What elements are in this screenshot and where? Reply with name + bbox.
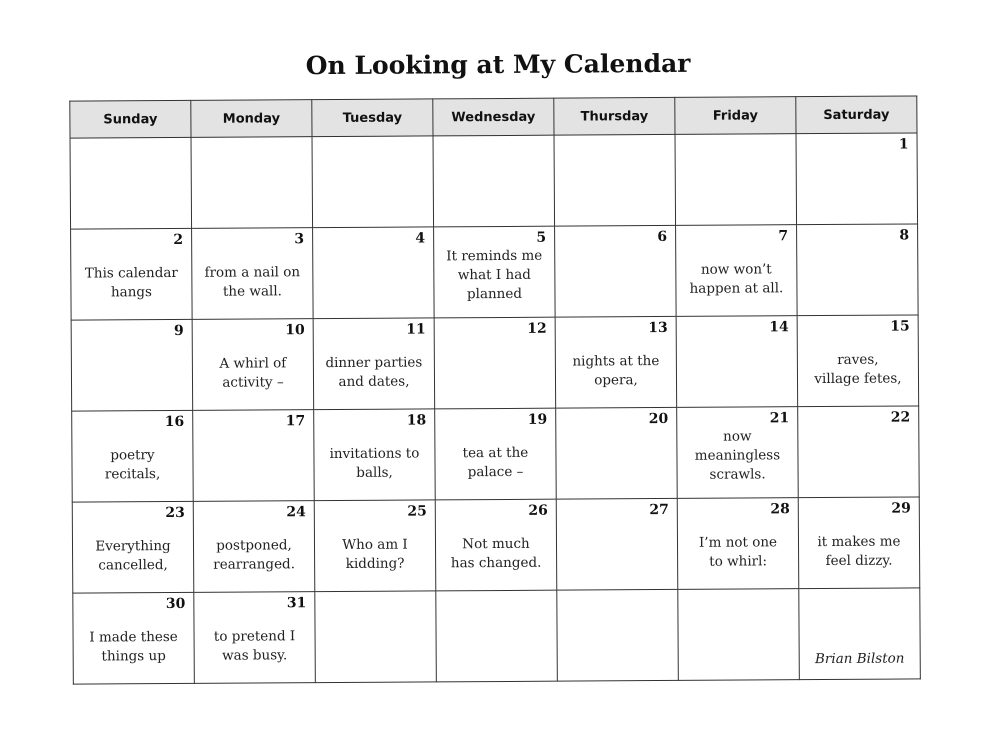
verse-text (315, 136, 432, 227)
day-cell (676, 225, 798, 317)
verse-text: dinner parties and dates, (325, 354, 423, 390)
verse-text (800, 406, 917, 497)
weekday-header-sunday: Sunday (70, 100, 191, 138)
day-number: 17 (285, 413, 306, 430)
day-cell (798, 406, 920, 498)
day-number: 18 (406, 412, 427, 429)
verse-text: Not much has changed. (450, 535, 542, 572)
day-number: 5 (536, 229, 547, 246)
verse-text: It reminds me what I had planned (446, 247, 543, 303)
verse-text: raves, village fetes, (814, 351, 902, 388)
verse-text (436, 136, 553, 227)
day-number: 11 (406, 321, 426, 338)
week-row (73, 588, 921, 684)
verse-text (438, 591, 555, 682)
verse-text: postponed, rearranged. (213, 537, 296, 573)
day-cell (433, 135, 555, 227)
day-number: 21 (769, 410, 790, 427)
day-cell (554, 134, 676, 226)
verse-text (679, 316, 796, 407)
day-cell (555, 225, 677, 317)
verse-text (74, 320, 191, 411)
day-cell (194, 592, 316, 684)
verse-text: I’m not one to whirl: (698, 534, 778, 570)
day-number: 24 (286, 504, 306, 521)
verse-text (799, 133, 916, 224)
calendar-body (70, 133, 920, 684)
day-cell (677, 498, 799, 590)
verse-text: invitations to balls, (329, 445, 420, 481)
verse-text (557, 226, 674, 317)
verse-text: tea at the palace – (462, 444, 529, 481)
day-cell (677, 407, 799, 499)
day-cell (556, 407, 678, 499)
day-cell (435, 499, 557, 591)
day-cell (799, 588, 921, 680)
day-number: 26 (528, 502, 548, 519)
day-number: 20 (648, 410, 669, 428)
day-number: 22 (890, 409, 911, 426)
day-cell (193, 410, 315, 502)
verse-text: poetry recitals, (104, 447, 161, 483)
day-cell (675, 134, 797, 226)
day-cell (676, 316, 798, 408)
day-cell (797, 224, 919, 316)
verse-text (559, 590, 676, 681)
day-number: 2 (173, 231, 184, 248)
day-cell (434, 226, 556, 318)
page-title: On Looking at My Calendar (305, 48, 691, 81)
day-number: 14 (769, 319, 789, 336)
day-number: 4 (415, 230, 426, 247)
day-number: 7 (778, 228, 789, 245)
weekday-header-tuesday: Tuesday (312, 99, 433, 137)
day-cell (73, 592, 195, 684)
day-cell (191, 137, 313, 229)
weekday-header-monday: Monday (191, 100, 312, 138)
day-number: 10 (285, 322, 305, 339)
day-number: 19 (527, 411, 548, 428)
week-row (72, 497, 920, 593)
day-cell (70, 137, 192, 229)
day-cell (313, 227, 435, 319)
day-number: 27 (649, 501, 669, 519)
verse-text: from a nail on the wall. (204, 264, 301, 300)
day-cell (192, 228, 314, 320)
verse-text (73, 138, 190, 229)
day-number: 15 (890, 318, 910, 335)
day-number: 8 (899, 227, 910, 244)
verse-text (317, 591, 434, 682)
day-cell (555, 316, 677, 408)
day-number: 1 (898, 136, 909, 153)
verse-text (194, 137, 311, 228)
day-cell (434, 317, 556, 409)
week-row (70, 133, 918, 229)
day-number: 9 (173, 322, 184, 339)
day-cell (557, 589, 679, 681)
verse-text: nights at the opera, (572, 353, 660, 389)
verse-text: now won’t happen at all. (689, 261, 784, 297)
week-row (72, 406, 920, 502)
verse-text (799, 224, 916, 315)
day-cell (436, 590, 558, 682)
verse-text (558, 408, 675, 499)
day-number: 28 (770, 501, 790, 518)
day-cell (798, 497, 920, 589)
verse-text: A whirl of activity – (219, 355, 287, 391)
verse-text (680, 589, 797, 680)
day-cell (193, 501, 315, 593)
day-number: 6 (657, 228, 668, 246)
weekday-header-wednesday: Wednesday (433, 98, 554, 136)
day-cell (312, 136, 434, 228)
day-cell (314, 500, 436, 592)
day-cell (313, 318, 435, 410)
verse-text: now meaningless scrawls. (694, 428, 781, 483)
calendar-grid (69, 95, 921, 684)
day-number: 3 (294, 231, 305, 248)
weekday-header-friday: Friday (675, 97, 796, 135)
day-cell (192, 319, 314, 411)
weekday-header-saturday: Saturday (796, 96, 917, 134)
verse-text (559, 499, 676, 590)
verse-text: This calendar hangs (84, 264, 178, 301)
verse-text (437, 318, 554, 409)
day-number: 16 (164, 413, 185, 431)
day-number: 31 (286, 595, 307, 612)
weekday-header-thursday: Thursday (554, 97, 675, 135)
day-cell (796, 133, 918, 225)
day-number: 13 (648, 319, 668, 337)
day-number: 12 (527, 320, 547, 337)
day-cell (314, 409, 436, 501)
day-cell (71, 228, 193, 320)
day-cell (678, 589, 800, 681)
verse-text: I made these things up (89, 628, 178, 665)
verse-text: Who am I kidding? (342, 536, 408, 572)
verse-text (195, 410, 312, 501)
day-cell (797, 315, 919, 407)
day-cell (435, 408, 557, 500)
day-cell (72, 501, 194, 593)
weekday-header-row (70, 96, 917, 138)
verse-text: to pretend I was busy. (213, 628, 296, 664)
day-cell (315, 591, 437, 683)
week-row (71, 315, 919, 411)
verse-text (678, 134, 795, 225)
day-cell (71, 319, 193, 411)
day-number: 25 (407, 503, 427, 520)
verse-text: Everything cancelled, (95, 538, 171, 574)
day-cell (72, 410, 194, 502)
day-number: 23 (165, 504, 185, 522)
day-number: 30 (165, 595, 186, 613)
verse-text: it makes me feel dizzy. (817, 533, 901, 570)
author-signature: Brian Bilston (814, 650, 905, 668)
day-cell (556, 498, 678, 590)
verse-text (315, 227, 432, 318)
week-row (71, 224, 919, 320)
day-number: 29 (891, 500, 911, 517)
verse-text (557, 135, 674, 226)
